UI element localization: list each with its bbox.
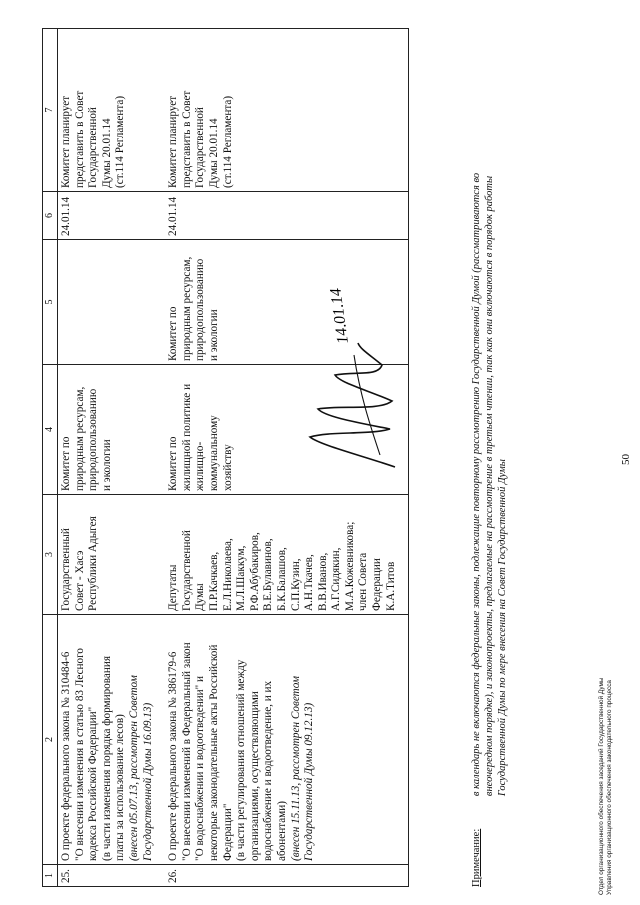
coexecutor-line: природным ресурсам, <box>180 256 193 361</box>
committee-line: коммунальному <box>207 415 220 491</box>
note-label: Примечание: <box>471 828 482 887</box>
initiator-line: М.Л.Шаккум, <box>235 545 248 611</box>
initiator-line: Республики Адыгея <box>87 516 100 611</box>
initiator-line: Р.Ф.Абубакиров, <box>248 532 261 611</box>
committee-line: Комитет по <box>60 436 72 491</box>
date-cell: 24.01.14 <box>58 192 166 240</box>
bill-description <box>58 615 166 865</box>
bill-title-line: абонентами) <box>275 801 288 861</box>
note-line: в календарь не включаются федеральные законы, подлежащие повторному рассмотрению Государственной Думой (рассматриваются во <box>471 172 482 797</box>
note-block <box>470 37 509 887</box>
column-header: 4 <box>43 365 58 495</box>
committee-line: и экологии <box>100 439 113 491</box>
initiator-line: Б.К.Балашов, <box>275 547 288 611</box>
signature-date: 14.01.14 <box>327 286 352 345</box>
plan-line: Государственной <box>194 107 207 188</box>
plan-line: Государственной <box>87 107 100 188</box>
initiator-line: В.В.Иванов, <box>316 552 329 611</box>
bill-title-line: водоснабжение и водоотведение, и их <box>262 680 275 861</box>
committee-line: жилищно- <box>194 441 207 491</box>
bill-note-line: (внесен 15.11.13, рассмотрен Советом <box>289 675 302 861</box>
footer <box>598 678 614 896</box>
column-header: 7 <box>43 29 58 192</box>
bill-title-line: (в части изменения порядка формирования <box>100 656 113 861</box>
initiator-line: Е.Л.Николаева, <box>221 538 234 611</box>
page-number: 50 <box>620 454 632 465</box>
initiator-cell <box>58 495 166 615</box>
bill-note-line: Государственной Думы 09.12.13) <box>303 702 316 861</box>
note-line: внеочередном порядке), и законопроекты, предлагаемые на рассмотрение в третьем чтении, так как они включаются в порядок работы <box>484 175 495 797</box>
footer-line: Управления организационного обеспечения законодательного процесса <box>606 680 613 895</box>
bill-title-line: О проекте федерального закона № 386179-6 <box>167 651 180 861</box>
plan-cell <box>58 29 166 192</box>
column-header: 1 <box>43 865 58 887</box>
coexecutor-cell <box>58 240 166 365</box>
plan-line: Комитет планирует <box>60 95 72 188</box>
plan-cell <box>165 29 409 192</box>
coexecutor-line: Комитет по <box>167 306 180 361</box>
committee-line: жилищной политике и <box>180 383 193 491</box>
bill-title-line: (в части регулирования отношений между <box>235 659 248 861</box>
committee-line: природным ресурсам, <box>73 386 86 491</box>
responsible-committee-cell <box>58 365 166 495</box>
initiator-line: В.Е.Булавинов, <box>262 538 275 611</box>
date-cell: 24.01.14 <box>165 192 409 240</box>
plan-line: представить в Совет <box>73 90 86 188</box>
bill-note-line: (внесен 05.07.13, рассмотрен Советом <box>127 675 140 861</box>
signature-stroke <box>310 343 395 467</box>
committee-line: хозяйству <box>221 444 234 491</box>
column-header: 5 <box>43 240 58 365</box>
bill-note-line: Государственной Думы 16.09.13) <box>141 702 154 861</box>
note-body <box>470 76 509 796</box>
bill-description <box>165 615 409 865</box>
plan-line: (ст.114 Регламента) <box>114 95 127 188</box>
committee-line: Комитет по <box>167 436 180 491</box>
column-numbers-row <box>43 29 58 887</box>
plan-line: (ст.114 Регламента) <box>221 95 234 188</box>
plan-line: Думы 20.01.14 <box>100 118 113 188</box>
bill-title-line: О проекте федерального закона № 310484-6 <box>60 651 72 861</box>
column-header: 3 <box>43 495 58 615</box>
initiator-line: С.П.Кузин, <box>289 558 302 611</box>
bill-title-line: "О внесении изменения в статью 83 Лесного <box>73 647 86 861</box>
initiator-line: Совет - Хасэ <box>73 550 86 611</box>
initiator-line: Государственный <box>60 528 72 611</box>
bill-title-line: "О внесении изменений в Федеральный закон <box>180 642 193 861</box>
row-number: 25. <box>58 865 166 887</box>
committee-line: природопользованию <box>87 388 100 491</box>
plan-line: представить в Совет <box>180 90 193 188</box>
bill-title-line: "О водоснабжении и водоотведении" и <box>194 675 207 861</box>
plan-line: Думы 20.01.14 <box>207 118 220 188</box>
plan-line: Комитет планирует <box>167 95 180 188</box>
bill-title-line: кодекса Российской Федерации" <box>87 706 100 861</box>
bill-title-line: платы за использование лесов) <box>114 714 127 861</box>
bill-title-line: организациями, осуществляющими <box>248 691 261 861</box>
note-line: Государственной Думы по мере внесения на Совет Государственной Думы <box>497 459 508 797</box>
initiator-line: К.А.Титов <box>384 561 397 611</box>
initiator-line: Федерации <box>371 558 384 611</box>
table-row <box>58 29 166 887</box>
initiator-line: член Совета <box>357 552 370 611</box>
initiator-line: Депутаты <box>167 564 180 611</box>
coexecutor-line: и экологии <box>207 309 220 361</box>
initiator-line: А.Н.Ткачев, <box>303 554 316 611</box>
initiator-line: Государственной <box>180 530 193 611</box>
coexecutor-line: природопользованию <box>194 258 207 361</box>
column-header: 6 <box>43 192 58 240</box>
footer-line: Отдел организационного обеспечения заседаний Государственной Думы <box>598 677 605 895</box>
bill-title-line: Федерации" <box>221 803 234 861</box>
column-header: 2 <box>43 615 58 865</box>
signature <box>300 275 410 475</box>
bill-title-line: некоторые законодательные акты Российской <box>207 644 220 861</box>
initiator-line: А.Г.Сидякин, <box>330 547 343 611</box>
initiator-line: М.А.Кожевникова; <box>343 521 356 611</box>
row-number: 26. <box>165 865 409 887</box>
initiator-line: Думы <box>194 583 207 611</box>
signature-stroke <box>354 355 380 455</box>
initiator-line: П.Р.Качкаев, <box>207 551 220 611</box>
initiator-cell <box>165 495 409 615</box>
